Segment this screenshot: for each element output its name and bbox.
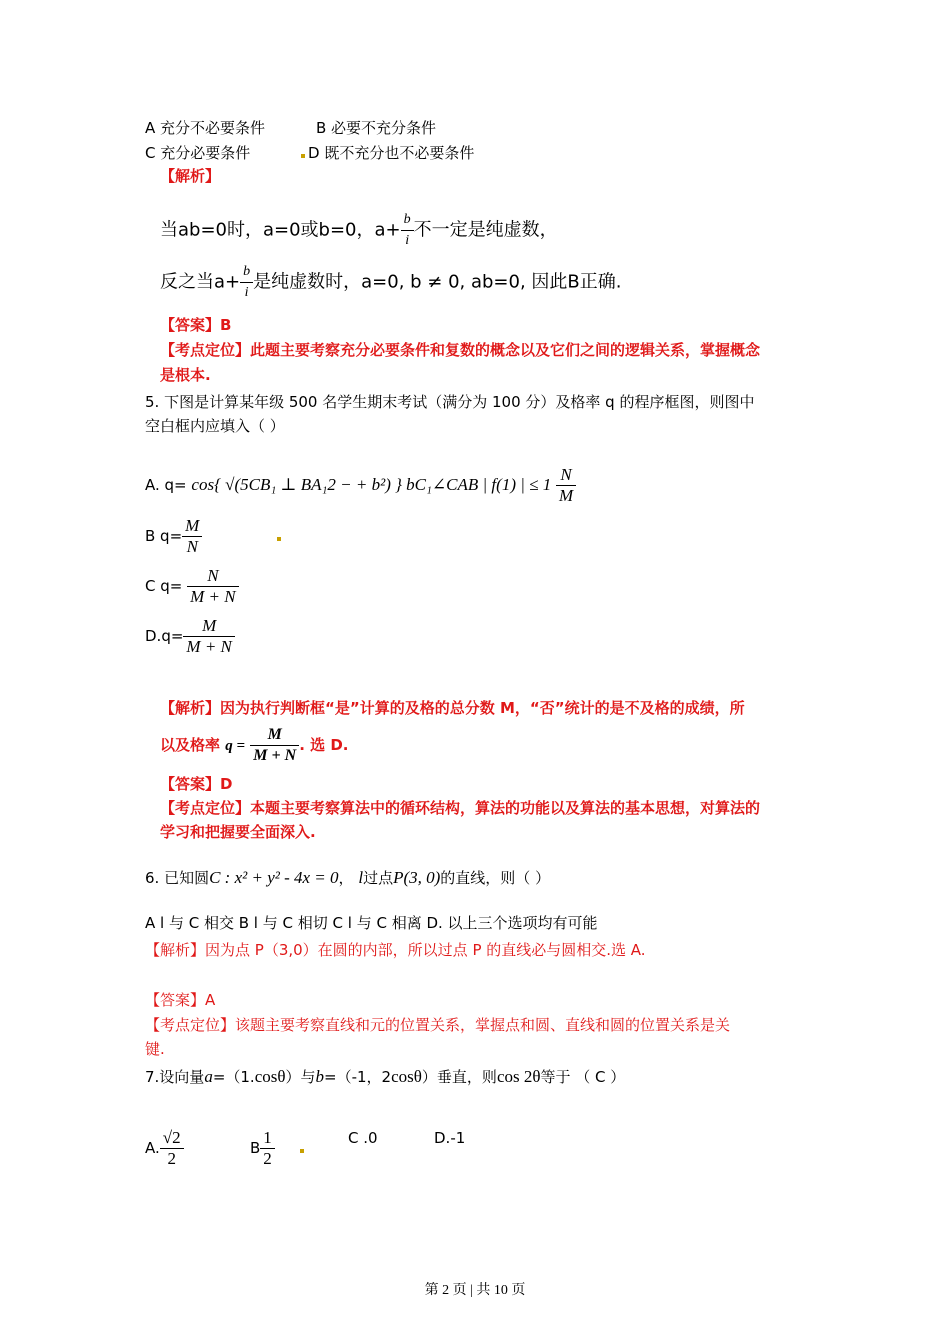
q6-jiexi: 【解析】因为点 P（3,0）在圆的内部，所以过点 P 的直线必与圆相交.选 A. [145, 941, 646, 959]
q6-kaodian-1: 【考点定位】该题主要考察直线和元的位置关系，掌握点和圆、直线和圆的位置关系是关 [145, 1016, 731, 1034]
q4-option-c: C 充分必要条件 [145, 144, 251, 162]
q5-kaodian-1: 【考点定位】本题主要考察算法中的循环结构，算法的功能以及算法的基本思想，对算法的 [160, 799, 761, 817]
q5-jiexi-1: 【解析】因为执行判断框“是”计算的及格的总分数 M，“否”统计的是不及格的成绩，所 [160, 699, 745, 717]
q5-answer: 【答案】D [160, 775, 233, 793]
q4-jiexi-label: 【解析】 [160, 167, 221, 185]
q6-stem: 6. 已知圆C : x² + y² - 4x = 0， l过点P(3, 0)的直线，则（ ） [145, 868, 551, 887]
q5-option-a: A. q= cos{ √(5CB₁ ⊥ BA₁2 − + b²) } bC₁∠CAB | f(1) | ≤ 1 $\frac{N}{M}$ [145, 465, 576, 506]
q4-kaodian-1: 【考点定位】此题主要考察充分必要条件和复数的概念以及它们之间的逻辑关系，掌握概念 [160, 341, 761, 359]
q5-jiexi-2: 以及格率 q = $\frac{M}{M + N}$ . 选 D. [160, 726, 349, 764]
q6-options: A l 与 C 相交 B l 与 C 相切 C l 与 C 相离 D. 以上三个选项均有可能 [145, 914, 598, 932]
page-footer: 第 2 页 | 共 10 页 [424, 1283, 526, 1298]
q7-option-c: C .0 [348, 1129, 378, 1147]
q7-option-a: A. $\frac{√2}{2}$ [145, 1128, 184, 1169]
q6-answer: 【答案】A [145, 991, 216, 1009]
q5-option-c: C q= $\frac{N}{M + N}$ [145, 566, 239, 607]
q7-option-b: B $\frac{1}{2}$ [250, 1128, 307, 1169]
q4-explanation-line2: 反之当a+ $\frac{b}{i}$ 是纯虚数时，a=0, b ≠ 0, ab=0, 因此B正确. [160, 262, 621, 303]
q5-option-b: B q= $\frac{M}{N}$ [145, 516, 284, 557]
q4-option-a: A 充分不必要条件 [145, 119, 266, 137]
q4-kaodian-2: 是根本. [160, 366, 211, 384]
q4-option-b: B 必要不充分条件 [316, 119, 437, 137]
q7-option-d: D.-1 [434, 1129, 466, 1147]
q5-option-d: D.q= $\frac{M}{M + N}$ [145, 616, 235, 657]
q5-stem-2: 空白框内应填入（ ） [145, 417, 285, 435]
q4-answer: 【答案】B [160, 316, 232, 334]
q5-kaodian-2: 学习和把握要全面深入. [160, 823, 316, 841]
q6-kaodian-2: 键. [145, 1040, 165, 1058]
q4-explanation-line1: 当ab=0时，a=0或b=0，a+ $\frac{b}{i}$ 不一定是纯虚数， [160, 210, 558, 251]
q5-stem-1: 5. 下图是计算某年级 500 名学生期末考试（满分为 100 分）及格率 q 的程序框图，则图中 [145, 393, 755, 411]
q4-option-d: D 既不充分也不必要条件 [298, 143, 474, 163]
q7-stem: 7.设向量a=（1.cosθ）与b=（-1，2cosθ）垂直，则cos 2θ等于 （ C ） [145, 1067, 626, 1086]
